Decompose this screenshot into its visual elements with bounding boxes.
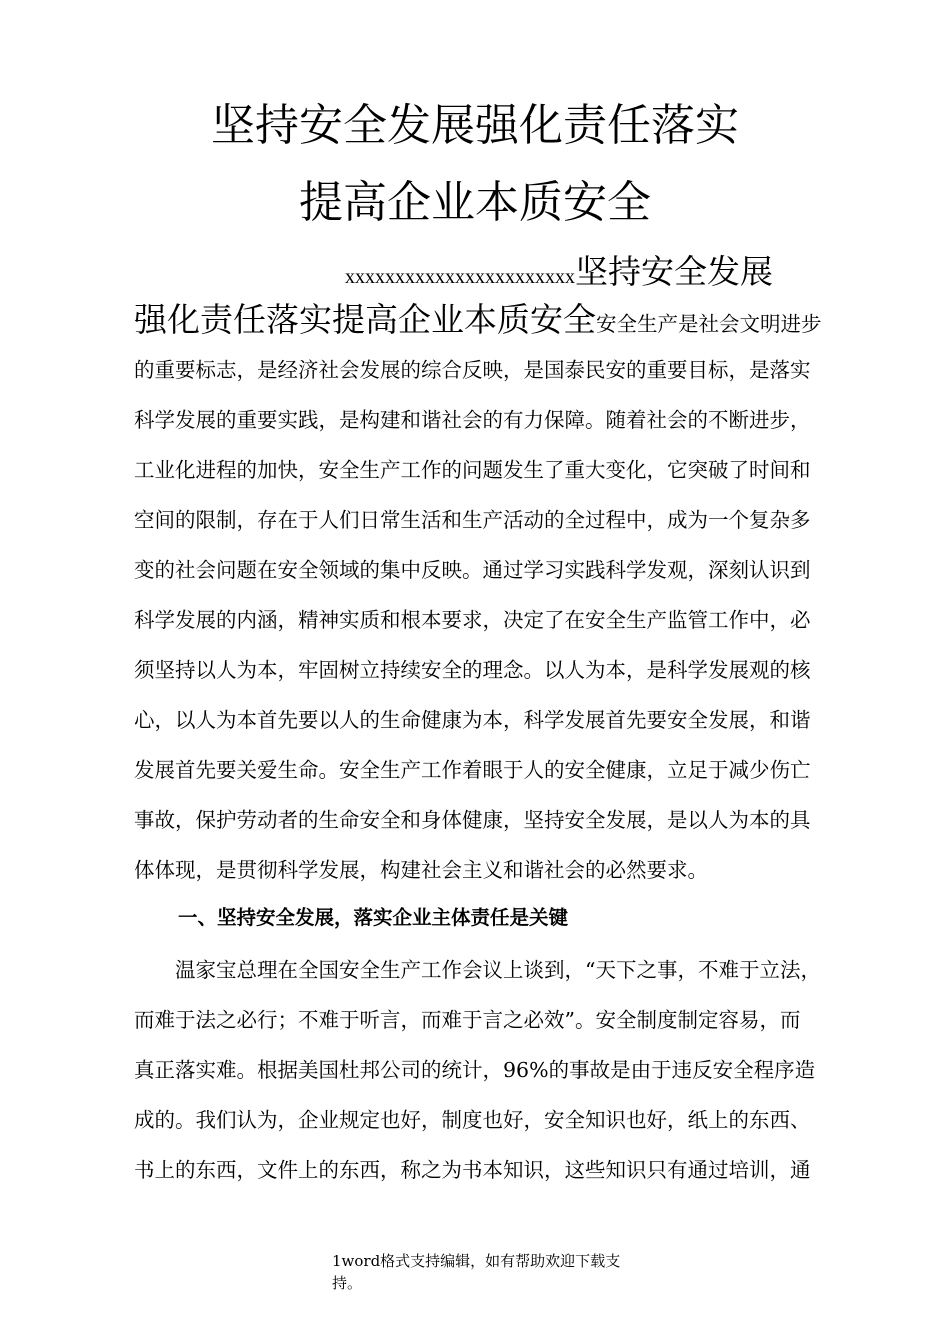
paragraph-line: 科学发展的重要实践，是构建和谐社会的有力保障。随着社会的不断进步， bbox=[134, 408, 811, 432]
paragraph-2 bbox=[134, 945, 874, 1195]
page-footer bbox=[332, 1250, 652, 1294]
paragraph-line: 心，以人为本首先要以人的生命健康为本，科学发展首先要安全发展，和谐 bbox=[134, 708, 811, 732]
paragraph-1-start: 安全生产是社会文明进步 bbox=[596, 312, 822, 336]
footer-line-1: 1word格式支持编辑，如有帮助欢迎下载支 bbox=[332, 1252, 621, 1270]
paragraph-line: 真正落实难。根据美国杜邦公司的统计，96%的事故是由于违反安全程序造 bbox=[134, 1058, 816, 1082]
paragraph-line: 体体现，是贯彻科学发展，构建社会主义和谐社会的必然要求。 bbox=[134, 858, 708, 882]
paragraph-line: 书上的东西，文件上的东西，称之为书本知识，这些知识只有通过培训，通 bbox=[134, 1158, 811, 1182]
paragraph-line: 而难于法之必行；不难于听言，而难于言之必效”。安全制度制定容易，而 bbox=[134, 1008, 801, 1032]
paragraph-line: 成的。我们认为，企业规定也好，制度也好，安全知识也好，纸上的东西、 bbox=[134, 1108, 811, 1132]
paragraph-line: 事故，保护劳动者的生命安全和身体健康，坚持安全发展，是以人为本的具 bbox=[134, 808, 811, 832]
lead-line bbox=[345, 248, 773, 302]
paragraph-line: 的重要标志，是经济社会发展的综合反映，是国泰民安的重要目标，是落实 bbox=[134, 358, 811, 382]
paragraph-line: 科学发展的内涵，精神实质和根本要求，决定了在安全生产监管工作中，必 bbox=[134, 608, 811, 632]
document-title-line-1: 坚持安全发展强化责任落实 bbox=[211, 100, 739, 151]
footer-line-2: 持。 bbox=[332, 1274, 363, 1292]
document-title-line-2: 提高企业本质安全 bbox=[299, 177, 651, 228]
author-placeholder: xxxxxxxxxxxxxxxxxxxxxxx bbox=[345, 266, 575, 288]
lead-title-part-2: 强化责任落实提高企业本质安全 bbox=[134, 300, 596, 339]
lead-line-2 bbox=[134, 295, 822, 351]
paragraph-1 bbox=[134, 345, 874, 895]
paragraph-line: 须坚持以人为本，牢固树立持续安全的理念。以人为本，是科学发展观的核 bbox=[134, 658, 811, 682]
paragraph-line: 空间的限制，存在于人们日常生活和生产活动的全过程中，成为一个复杂多 bbox=[134, 508, 811, 532]
paragraph-line: 温家宝总理在全国安全生产工作会议上谈到，“天下之事，不难于立法， bbox=[134, 958, 821, 982]
paragraph-line: 工业化进程的加快，安全生产工作的问题发生了重大变化，它突破了时间和 bbox=[134, 458, 811, 482]
paragraph-line: 变的社会问题在安全领域的集中反映。通过学习实践科学发观，深刻认识到 bbox=[134, 558, 811, 582]
section-1-heading: 一、坚持安全发展，落实企业主体责任是关键 bbox=[178, 906, 569, 929]
paragraph-line: 发展首先要关爱生命。安全生产工作着眼于人的安全健康，立足于减少伤亡 bbox=[134, 758, 811, 782]
lead-title-part-1: 坚持安全发展 bbox=[575, 252, 773, 291]
